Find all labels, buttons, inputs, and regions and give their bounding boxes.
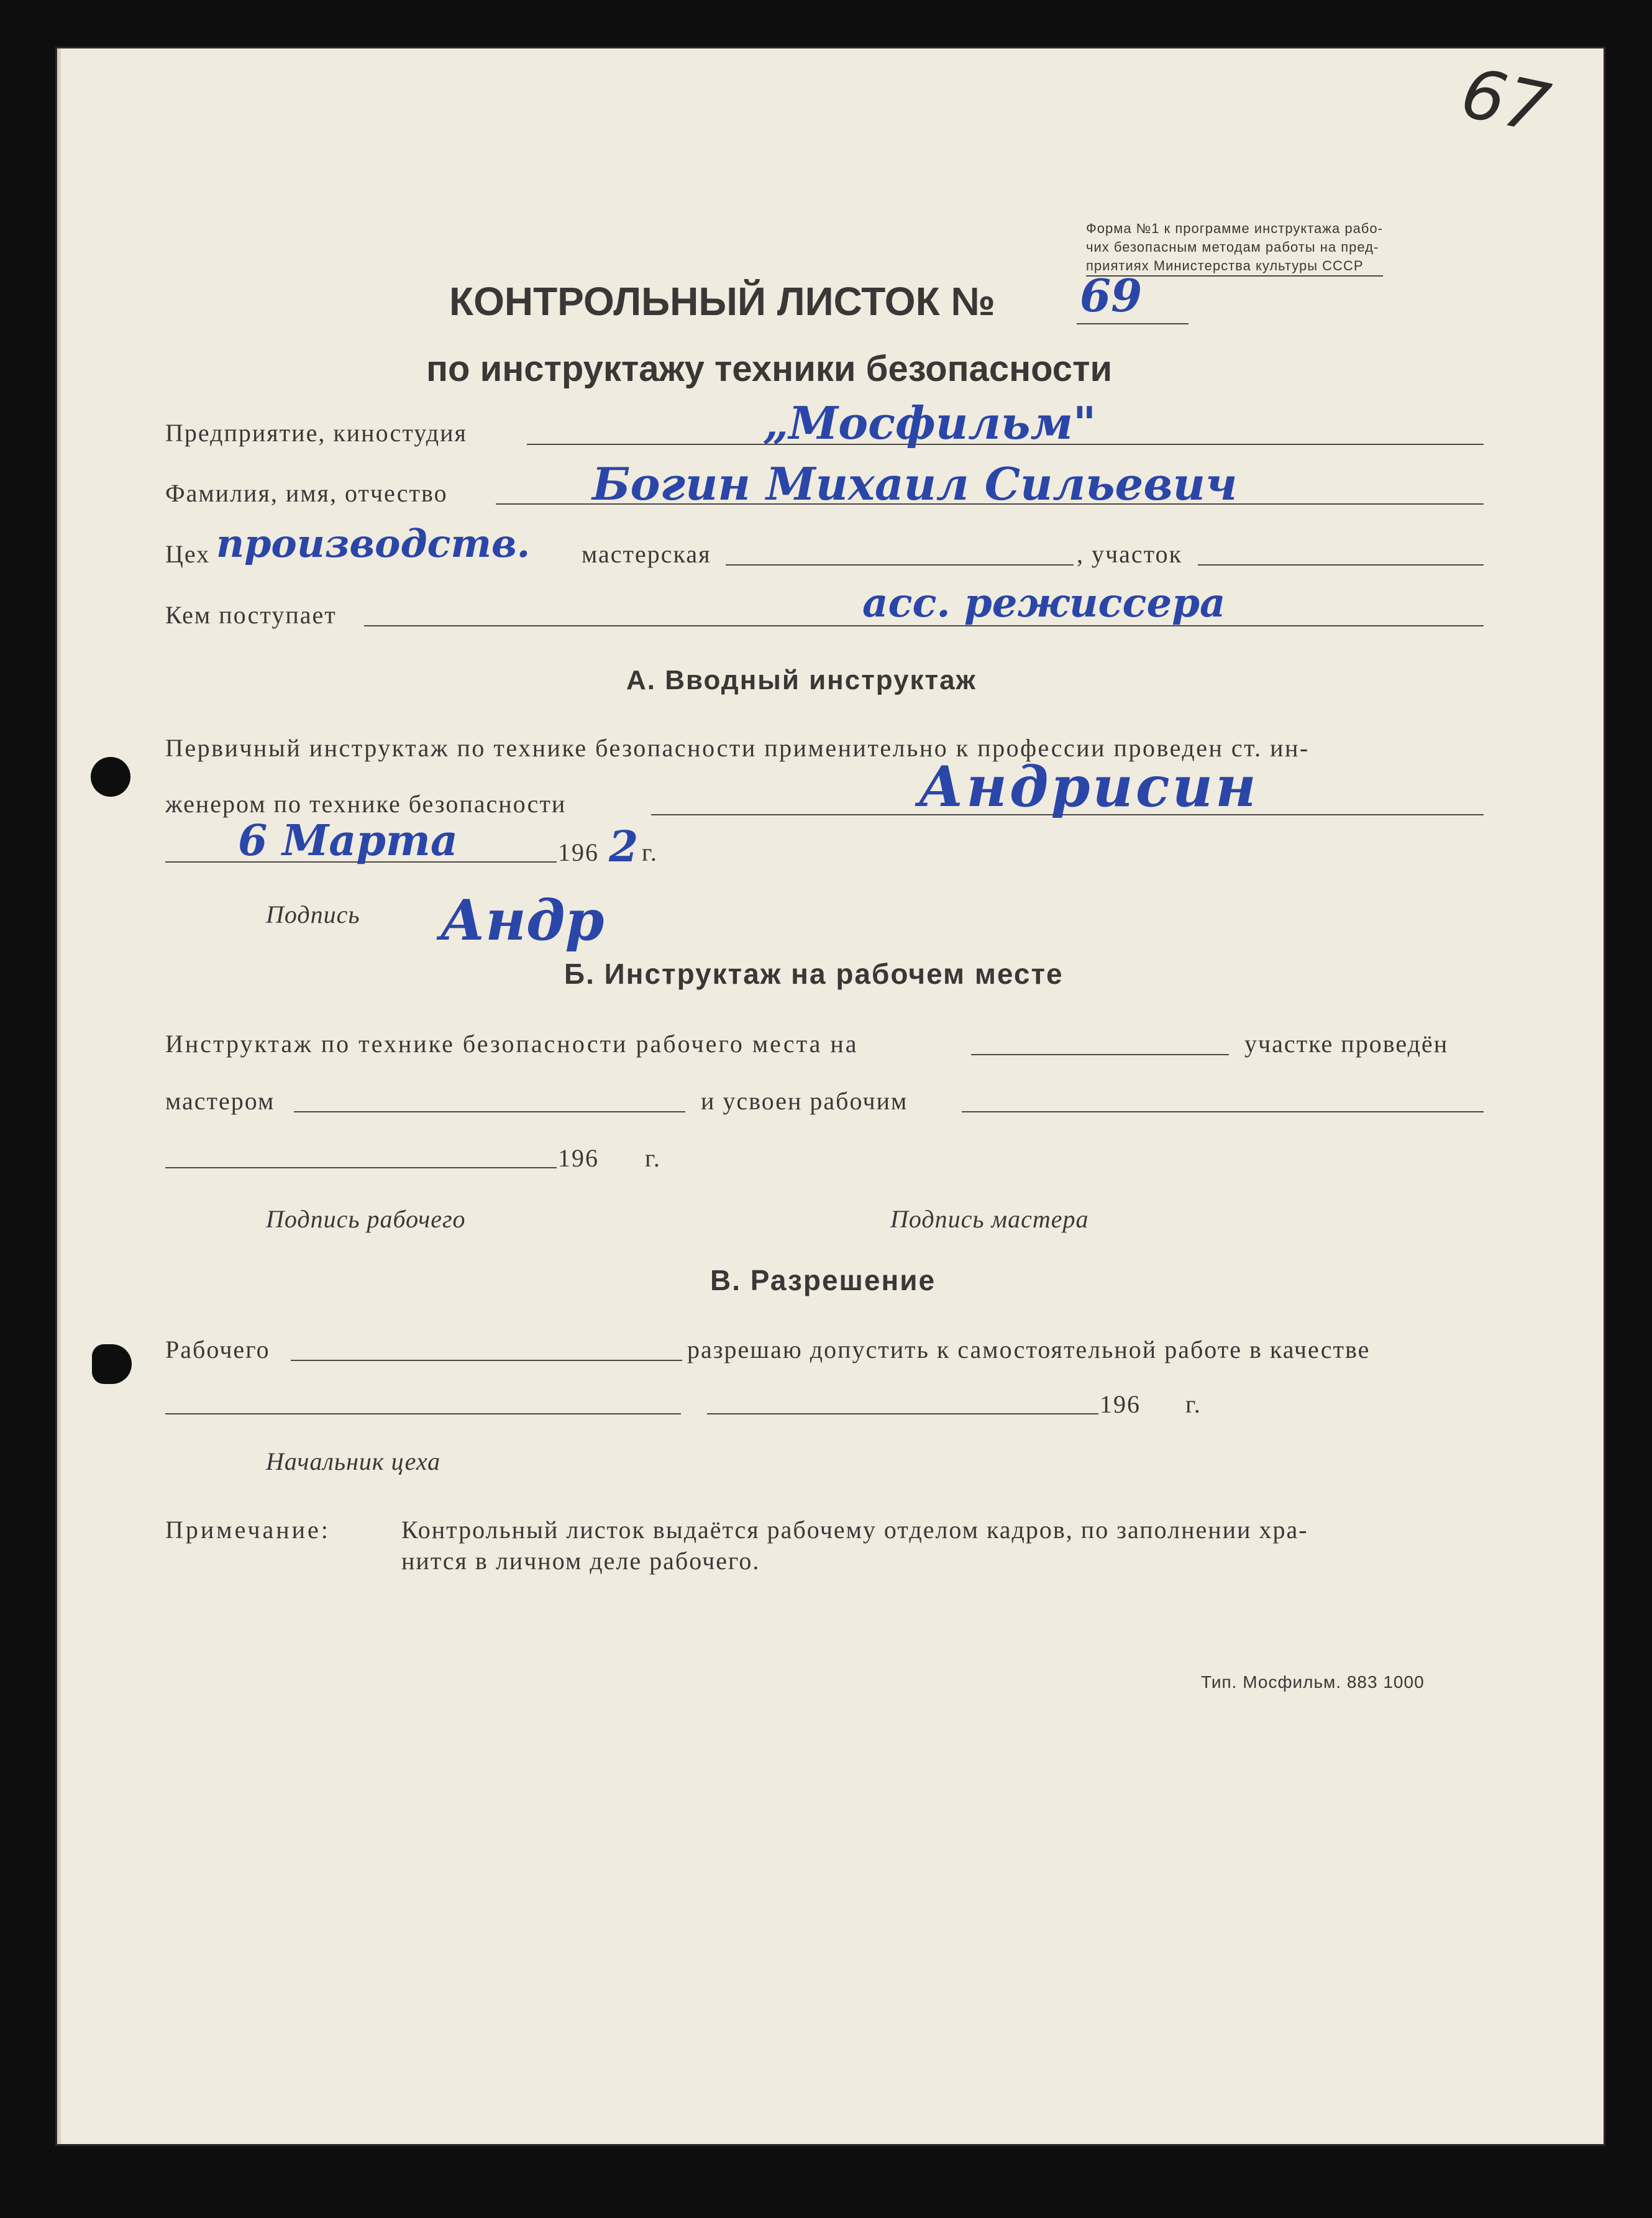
corner-number: 67 bbox=[1454, 52, 1556, 149]
section-c-year-suffix: г. bbox=[1185, 1390, 1202, 1418]
workshop-line bbox=[726, 564, 1074, 566]
section-c-worker-line bbox=[291, 1360, 682, 1361]
year-prefix: 196 bbox=[558, 838, 599, 866]
note-label: Примечание: bbox=[165, 1516, 331, 1544]
chief-label: Начальник цеха bbox=[266, 1447, 441, 1475]
section-b-master-line bbox=[294, 1111, 685, 1112]
name-value: Богин Михаил Сильевич bbox=[592, 457, 1238, 510]
name-label: Фамилия, имя, отчество bbox=[165, 479, 448, 507]
section-a-heading: А. Вводный инструктаж bbox=[626, 665, 977, 695]
section-c-date-line bbox=[707, 1413, 1098, 1414]
sign-label: Подпись bbox=[266, 900, 360, 928]
punch-hole bbox=[92, 1344, 132, 1384]
section-a-text-2: женером по технике безопасности bbox=[165, 790, 567, 818]
year-suffix: г. bbox=[642, 838, 658, 866]
section-b-year-suffix: г. bbox=[645, 1144, 661, 1172]
section-label: , участок bbox=[1077, 540, 1183, 568]
engineer-value: Андрисин bbox=[918, 754, 1259, 820]
title-number: 69 bbox=[1080, 269, 1143, 322]
section-a-text-1: Первичный инструктаж по технике безопасности применительно к профессии проведен ст. ин- bbox=[165, 734, 1310, 762]
form-note-line: Форма №1 к программе инструктажа рабо- bbox=[1086, 221, 1383, 236]
worker-sign-label: Подпись рабочего bbox=[266, 1205, 466, 1233]
section-b-text-1a: Инструктаж по технике безопасности рабочего места на bbox=[165, 1030, 859, 1058]
workshop-value: производств. bbox=[216, 521, 531, 566]
form-note bbox=[1086, 219, 1383, 277]
position-value: асс. режиссера bbox=[862, 580, 1226, 626]
position-label: Кем поступает bbox=[165, 601, 337, 629]
title-number-line bbox=[1077, 323, 1189, 324]
form-note-line: чих безопасным методам работы на пред- bbox=[1086, 239, 1379, 255]
sign-value: Андр bbox=[440, 887, 605, 953]
workshop-label: Цех bbox=[165, 540, 211, 568]
year-value: 2 bbox=[609, 822, 639, 872]
section-c-text-1a: Рабочего bbox=[165, 1336, 270, 1363]
section-b-text-2a: мастером bbox=[165, 1087, 275, 1115]
section-line bbox=[1198, 564, 1484, 566]
master-sign-label: Подпись мастера bbox=[890, 1205, 1089, 1233]
workshop-mid-label: мастерская bbox=[582, 540, 711, 568]
print-info: Тип. Мосфильм. 883 1000 bbox=[1201, 1672, 1425, 1692]
punch-hole bbox=[91, 757, 130, 797]
section-b-text-2b: и усвоен рабочим bbox=[701, 1087, 908, 1115]
section-c-heading: В. Разрешение bbox=[710, 1264, 936, 1296]
section-c-role-line bbox=[165, 1413, 681, 1414]
document-page bbox=[57, 48, 1604, 2144]
section-b-site-line bbox=[971, 1054, 1229, 1055]
title-line-2: по инструктажу техники безопасности bbox=[426, 349, 1113, 389]
section-b-text-1b: участке проведён bbox=[1244, 1030, 1449, 1058]
date-value: 6 Марта bbox=[238, 816, 458, 866]
section-c-text-1b: разрешаю допустить к самостоятельной работе в качестве bbox=[687, 1336, 1371, 1363]
section-b-worker-line bbox=[962, 1111, 1484, 1112]
section-c-year-prefix: 196 bbox=[1100, 1390, 1141, 1418]
title-line-1: КОНТРОЛЬНЫЙ ЛИСТОК № bbox=[449, 279, 995, 324]
enterprise-label: Предприятие, киностудия bbox=[165, 419, 467, 447]
section-b-heading: Б. Инструктаж на рабочем месте bbox=[564, 958, 1064, 990]
note-line-2: нится в личном деле рабочего. bbox=[401, 1547, 760, 1575]
section-b-year-prefix: 196 bbox=[558, 1144, 599, 1172]
enterprise-value: „Мосфильм" bbox=[763, 396, 1097, 449]
note-line-1: Контрольный листок выдаётся рабочему отделом кадров, по заполнении хра- bbox=[401, 1516, 1308, 1544]
section-b-date-line bbox=[165, 1167, 557, 1168]
form-note-line: приятиях Министерства культуры СССР bbox=[1086, 257, 1383, 277]
